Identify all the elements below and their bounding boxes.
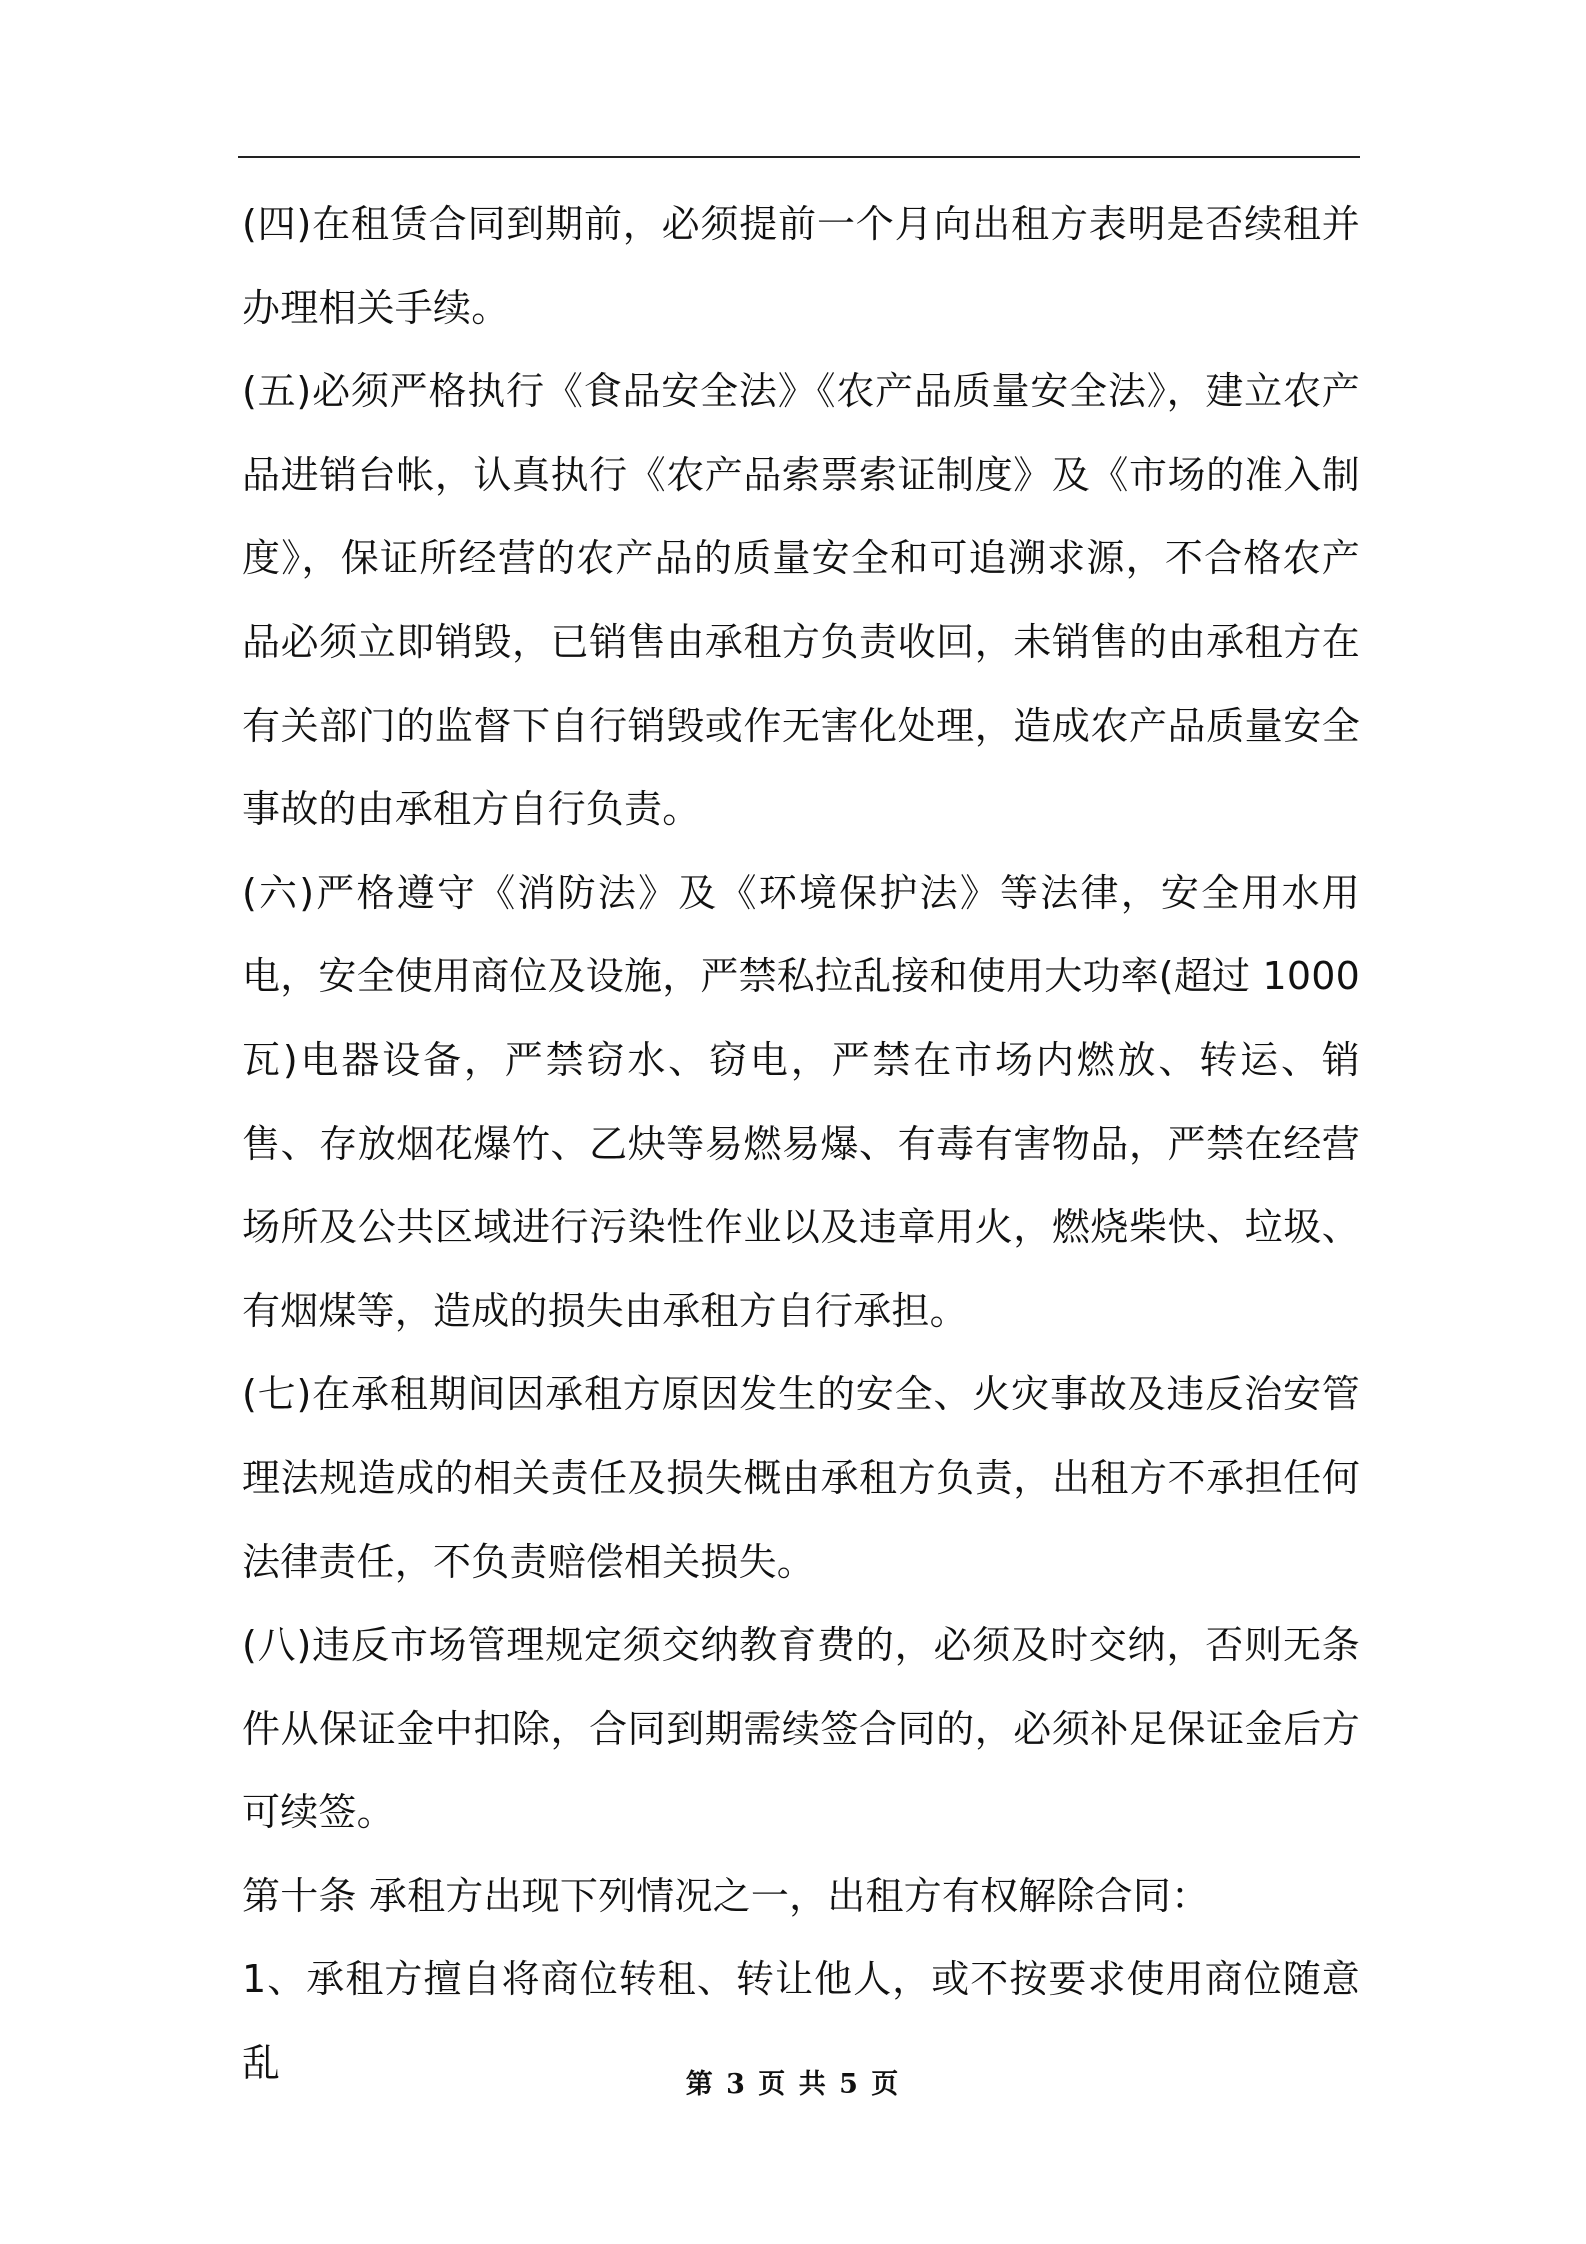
- header-rule: [238, 156, 1360, 158]
- body-text: [242, 183, 1360, 2106]
- article-10-heading: 第十条 承租方出现下列情况之一，出租方有权解除合同：: [242, 1873, 1210, 1918]
- paragraph-clause-6: (六)严格遵守《消防法》及《环境保护法》等法律，安全用水用电，安全使用商位及设施，严禁私拉乱接和使用大功率(超过 1000 瓦)电器设备，严禁窃水、窃电，严禁在市场内燃放、转运、销售、存放烟花爆竹、乙炔等易燃易爆、有毒有害物品，严禁在经营场所及公共区域进行污染性作业以及违章用火，燃烧柴快、垃圾、有烟煤等，造成的损失由承租方自行承担。: [242, 870, 1361, 1333]
- article-10-item-1: 1、承租方擅自将商位转租、转让他人，或不按要求使用商位随意乱: [242, 1957, 1360, 2086]
- paragraph-clause-7: (七)在承租期间因承租方原因发生的安全、火灾事故及违反治安管理法规造成的相关责任及损失概由承租方负责，出租方不承担任何法律责任，不负责赔偿相关损失。: [242, 1372, 1360, 1584]
- page-number-footer: 第 3 页 共 5 页: [685, 2069, 901, 2100]
- paragraph-clause-4: (四)在租赁合同到期前，必须提前一个月向出租方表明是否续租并办理相关手续。: [242, 202, 1360, 330]
- paragraph-clause-8: (八)违反市场管理规定须交纳教育费的，必须及时交纳，否则无条件从保证金中扣除，合同到期需续签合同的，必须补足保证金后方可续签。: [242, 1623, 1360, 1835]
- paragraph-clause-5: (五)必须严格执行《食品安全法》《农产品质量安全法》，建立农产品进销台帐，认真执行《农产品索票索证制度》及《市场的准入制度》，保证所经营的农产品的质量安全和可追溯求源，不合格农产品必须立即销毁，已销售由承租方负责收回，未销售的由承租方在有关部门的监督下自行销毁或作无害化处理，造成农产品质量安全事故的由承租方自行负责。: [242, 369, 1360, 832]
